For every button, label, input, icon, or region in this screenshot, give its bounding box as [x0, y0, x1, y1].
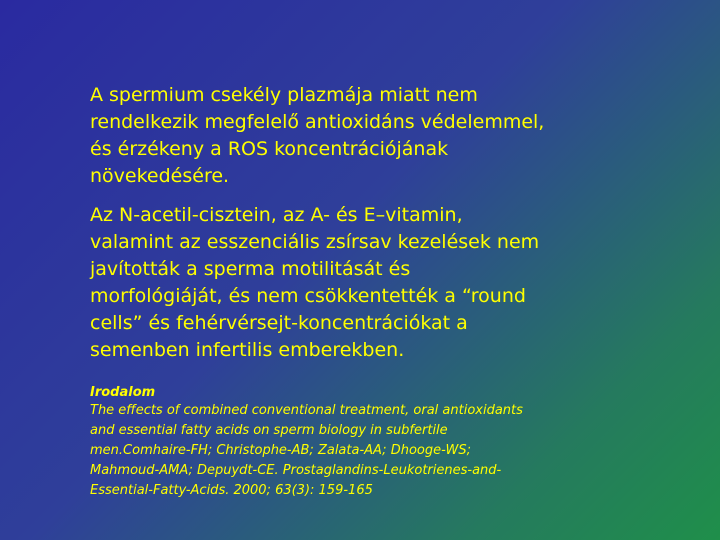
paragraph-treatment-results: Az N-acetil-cisztein, az A- és E–vitamin, valamint az esszenciális zsírsav kezelések nem javították a sperma motilitását és morfológiáját, és nem csökkentették a “round cells” és fehérvérsejt-koncentrációkat a semenben infertilis emberekben.	[90, 204, 540, 361]
paragraph-antioxidant-defense: A spermium csekély plazmája miatt nem rendelkezik megfelelő antioxidáns védelemmel, és érzékeny a ROS koncentrációjának növekedésére.	[90, 84, 545, 187]
reference-heading: Irodalom	[90, 385, 156, 400]
slide-content	[90, 82, 700, 501]
reference-citation: The effects of combined conventional treatment, oral antioxidants and essential fatty acids on sperm biology in subfertile men.Comhaire-FH; Christophe-AB; Zalata-AA; Dhooge-WS; Mahmoud-AMA; Depuydt-CE. Prostaglandins-Leukotrienes-and- Essential-Fatty-Acids. 2000; 63(3): 159-165	[90, 403, 523, 498]
